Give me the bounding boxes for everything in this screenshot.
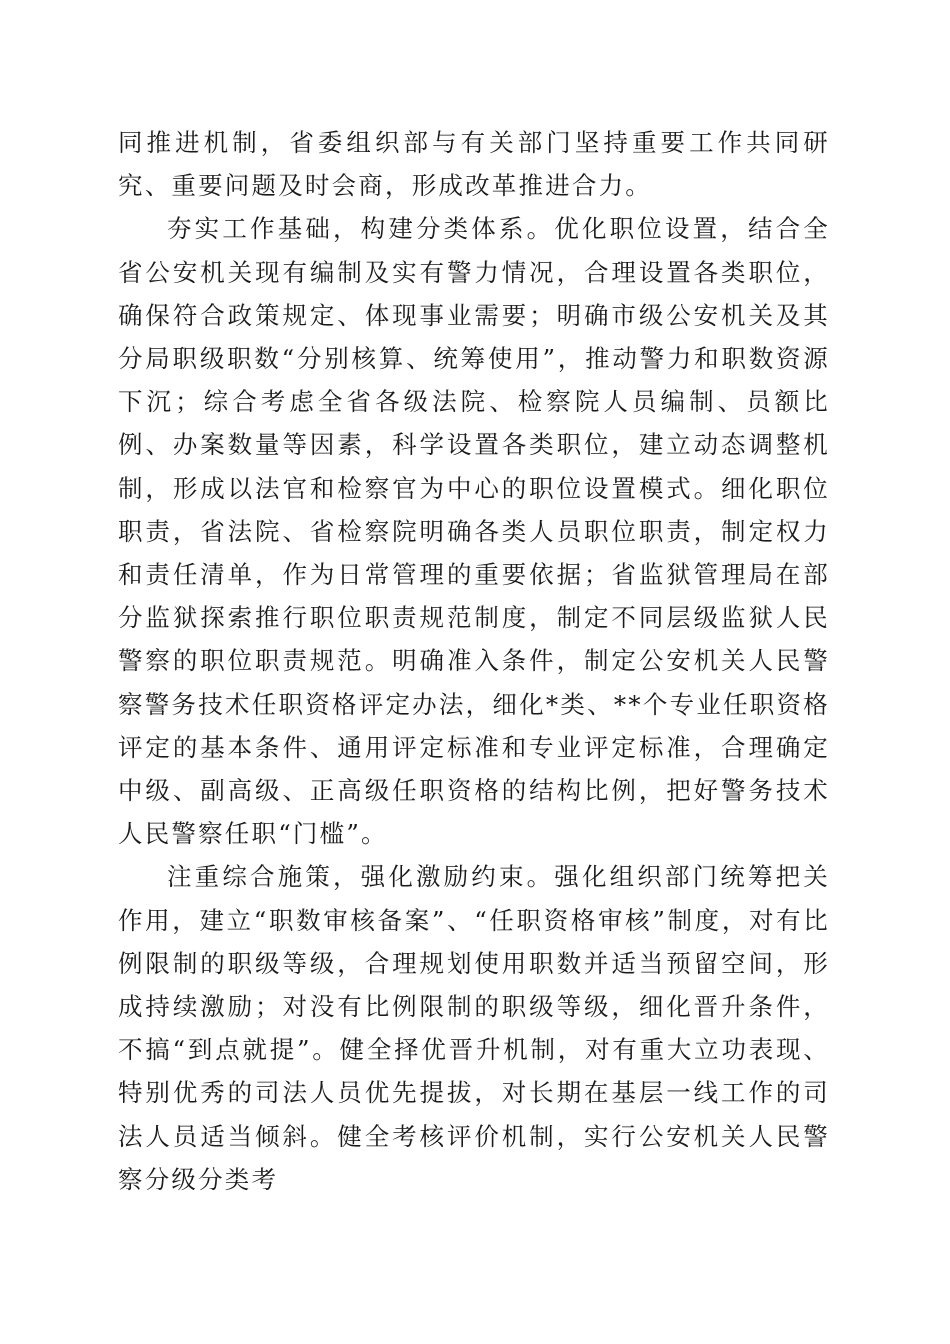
paragraph-incentive-constraint: 注重综合施策，强化激励约束。强化组织部门统筹把关作用，建立“职数审核备案”、“任职资格审核”制度，对有比例限制的职级等级，合理规划使用职数并适当预留空间，形成持续激励；对没有比例限制的职级等级，细化晋升条件，不搞“到点就提”。健全择优晋升机制，对有重大立功表现、特别优秀的司法人员优先提拔，对长期在基层一线工作的司法人员适当倾斜。健全考核评价机制，实行公安机关人民警察分级分类考 [118, 862, 830, 1194]
paragraph-classification-system: 夯实工作基础，构建分类体系。优化职位设置，结合全省公安机关现有编制及实有警力情况，合理设置各类职位，确保符合政策规定、体现事业需要；明确市级公安机关及其分局职级职数“分别核算、统筹使用”，推动警力和职数资源下沉；综合考虑全省各级法院、检察院人员编制、员额比例、办案数量等因素，科学设置各类职位，建立动态调整机制，形成以法官和检察官为中心的职位设置模式。细化职位职责，省法院、省检察院明确各类人员职位职责，制定权力和责任清单，作为日常管理的重要依据；省监狱管理局在部分监狱探索推行职位职责规范制度，制定不同层级监狱人民警察的职位职责规范。明确准入条件，制定公安机关人民警察警务技术任职资格评定办法，细化*类、**个专业任职资格评定的基本条件、通用评定标准和专业评定标准，合理确定中级、副高级、正高级任职资格的结构比例，把好警务技术人民警察任职“门槛”。 [118, 214, 830, 849]
paragraph-continuation: 同推进机制，省委组织部与有关部门坚持重要工作共同研究、重要问题及时会商，形成改革推进合力。 [118, 128, 830, 201]
document-body [118, 121, 830, 1201]
